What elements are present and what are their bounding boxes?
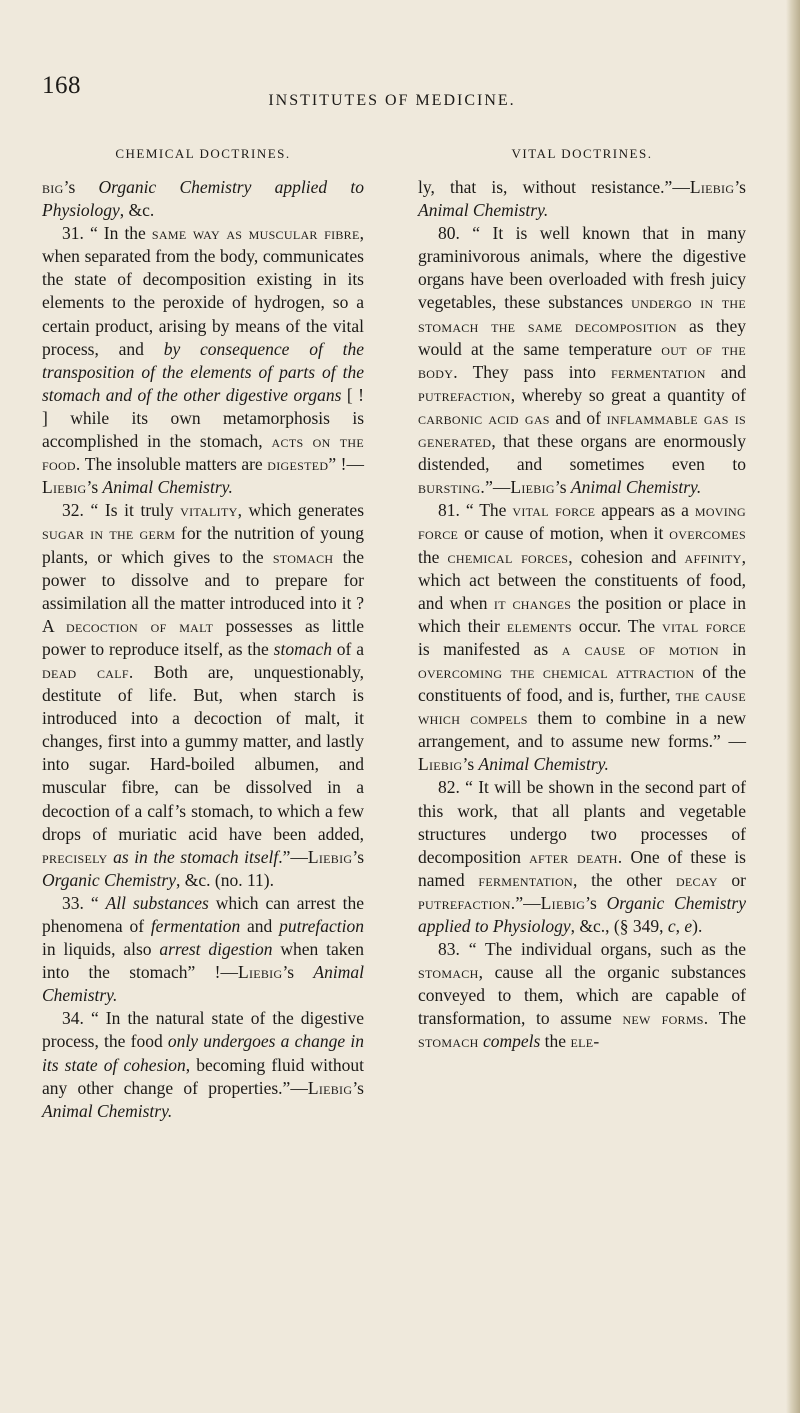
paragraph-83: 83. “ The individual organs, such as the stomach, cause all the organic substances conveyed to them, which are capable of transformation, to assume new forms. The stomach compels the ele- bbox=[418, 939, 746, 1052]
right-column-text bbox=[418, 176, 746, 1054]
left-column-text bbox=[42, 176, 364, 1123]
paragraph-80: 80. “ It is well known that in many graminivorous animals, where the digestive organs have been overloaded with fresh juicy vegetables, these substances undergo in the stomach the same decomposition as they would at the same temperature out of the body. They pass into fermentation and putrefaction, whereby so great a quantity of carbonic acid gas and of inflammable gas is generated, that these organs are enormously distended, and sometimes even to bursting.”—Liebig’s Animal Chemistry. bbox=[418, 223, 747, 498]
left-column bbox=[42, 146, 364, 1123]
running-head bbox=[42, 72, 742, 109]
paragraph-continuation-right: ly, that is, without resistance.”—Liebig’s Animal Chemistry. bbox=[418, 177, 746, 221]
paragraph-31: 31. “ In the same way as muscular fibre, when separated from the body, communicates the state of decomposition existing in its elements to the peroxide of hydrogen, so a certain product, arising by means of the vital process, and by consequence of the transposition of the elements of parts of the stomach and of the other digestive organs [ ! ] while its own metamorphosis is accomplished in the stomach, acts on the food. The insoluble matters are digested” !—Liebig’s Animal Chemistry. bbox=[42, 223, 364, 498]
column-heading-vital: VITAL DOCTRINES. bbox=[511, 146, 653, 161]
paragraph-33: 33. “ All substances which can arrest the phenomena of fermentation and putrefaction in liquids, also arrest digestion when taken into the stomach” !—Liebig’s Animal Chemistry. bbox=[42, 892, 364, 1006]
running-title: INSTITUTES OF MEDICINE. bbox=[268, 92, 516, 109]
page-number: 168 bbox=[42, 72, 81, 99]
paragraph-82: 82. “ It will be shown in the second part of this work, that all plants and vegetable structures undergo two processes of decomposition after death. One of these is named fermentation, the other decay or putrefaction.”—Liebig’s Organic Chemistry applied to Physiology, &c., (§ 349, c, e). bbox=[418, 777, 746, 936]
page-edge bbox=[786, 0, 800, 1413]
right-column bbox=[418, 146, 746, 1054]
column-heading-chemical: CHEMICAL DOCTRINES. bbox=[115, 146, 291, 161]
paragraph-32: 32. “ Is it truly vitality, which generates sugar in the germ for the nutrition of young plants, or which gives to the stomach the power to dissolve and to prepare for assimilation all the matter introduced into it ? A decoction of malt possesses as little power to reproduce itself, as the stomach of a dead calf. Both are, unquestionably, destitute of life. But, when starch is introduced into a decoction of malt, it changes, first into a gummy matter, and lastly into sugar. Hard-boiled albumen, and muscular fibre, can be dissolved in a decoction of a calf’s stomach, to which a few drops of muriatic acid have been added, precisely as in the stomach itself.”—Liebig’s Organic Chemistry, &c. (no. 11). bbox=[42, 500, 365, 890]
paragraph-continuation: big’s Organic Chemistry applied to Physiology, &c. bbox=[42, 177, 364, 221]
paragraph-81: 81. “ The vital force appears as a moving force or cause of motion, when it overcomes the chemical forces, cohesion and affinity, which act between the constituents of food, and when it changes the position or place in which their elements occur. The vital force is manifested as a cause of motion in overcoming the chemical attraction of the constituents of food, and is, further, the cause which compels them to combine in a new arrangement, and to assume new forms.” —Liebig’s Animal Chemistry. bbox=[418, 500, 746, 775]
paragraph-34: 34. “ In the natural state of the digestive process, the food only undergoes a change in its state of cohesion, becoming fluid without any other change of properties.”—Liebig’s Animal Chemistry. bbox=[42, 1008, 364, 1121]
